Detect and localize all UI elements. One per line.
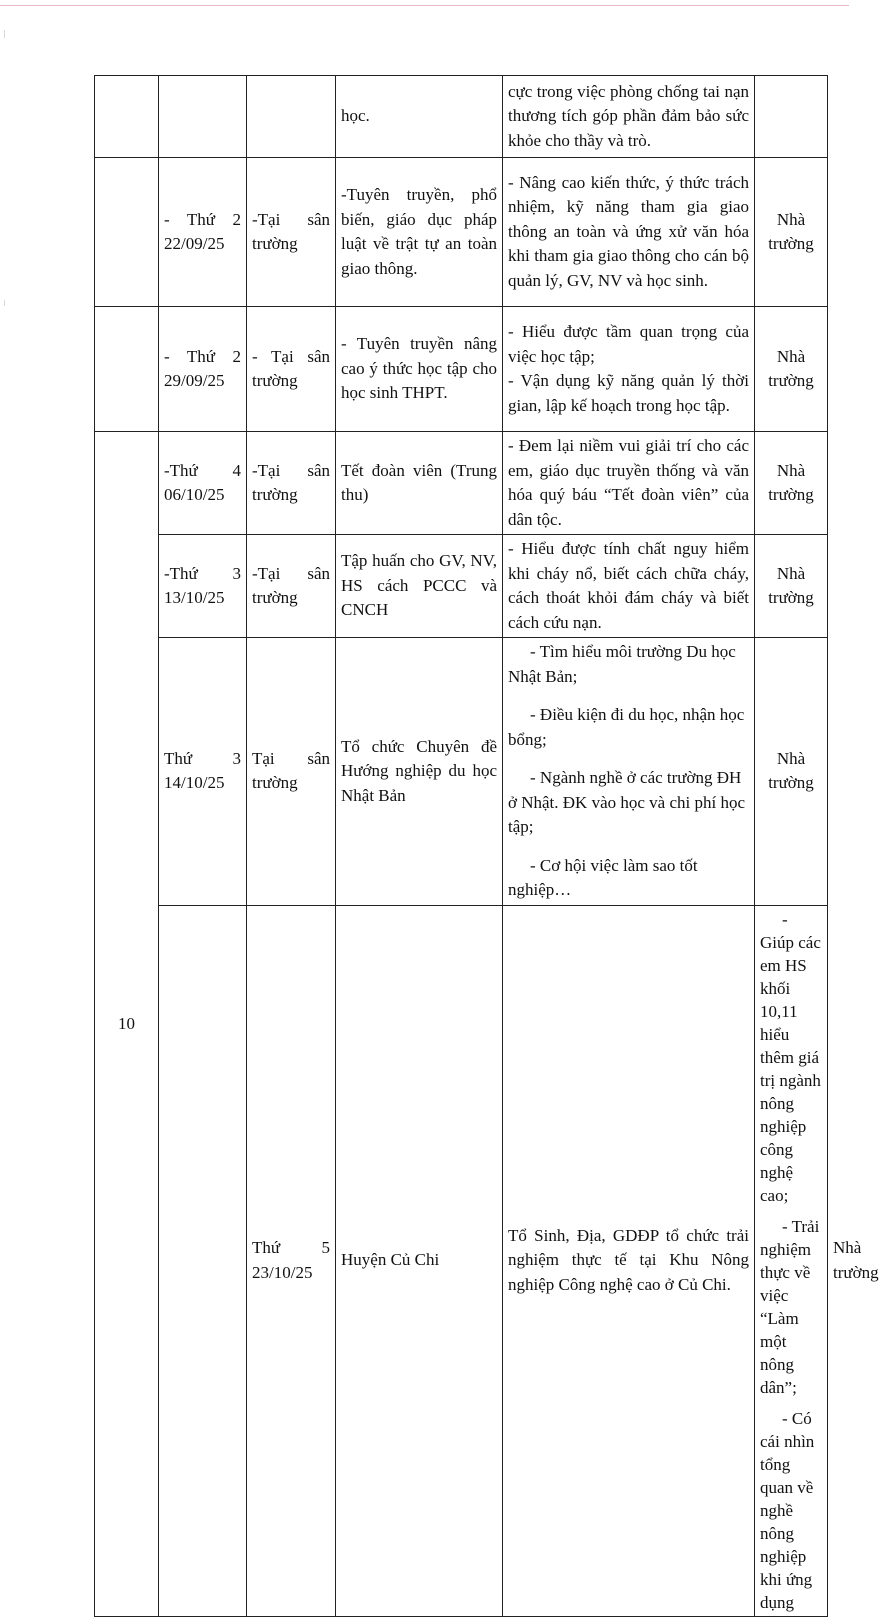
activity-cell: Tập huấn cho GV, NV, HS cách PCCC và CNCH xyxy=(336,535,503,638)
date-cell xyxy=(159,76,247,158)
unit-cell: Nhà trường xyxy=(755,432,828,535)
result-cell xyxy=(503,535,755,638)
date-cell: -Thứ 3 13/10/25 xyxy=(159,535,247,638)
result-item: - Hiểu được tầm quan trọng của việc học tập; xyxy=(508,322,749,366)
activity-cell: - Tuyên truyền nâng cao ý thức học tập cho học sinh THPT. xyxy=(336,307,503,432)
result-item: - Trải nghiệm thực về việc “Làm một nông dân”; xyxy=(760,1216,820,1397)
place-cell: -Tại sân trường xyxy=(247,535,336,638)
scan-mark xyxy=(4,300,5,306)
table-row xyxy=(95,535,828,638)
date-cell: -Thứ 4 06/10/25 xyxy=(159,432,247,535)
result-item: - Có cái nhìn tổng quan về nghề nông nghiệp khi ứng dụng xyxy=(760,1408,815,1612)
activity-cell: Tết đoàn viên (Trung thu) xyxy=(336,432,503,535)
activity-cell: Tổ Sinh, Địa, GDĐP tổ chức trải nghiệm thực tế tại Khu Nông nghiệp Công nghệ cao ở Củ Chi. xyxy=(503,905,755,1616)
date-cell: Thứ 3 14/10/25 xyxy=(159,638,247,906)
place-cell xyxy=(247,76,336,158)
result-cell xyxy=(503,158,755,307)
result-item: - Ngành nghề ở các trường ĐH ở Nhật. ĐK vào học và chi phí học tập; xyxy=(508,768,746,836)
result-cell xyxy=(503,307,755,432)
unit-cell: Nhà trường xyxy=(755,638,828,906)
unit-cell: Nhà trường xyxy=(755,307,828,432)
activity-cell: học. xyxy=(336,76,503,158)
table-row: Thứ 5 23/10/25 Huyện Củ Chi Tổ Sinh, Địa, GDĐP tổ chức trải nghiệm thực tế tại Khu Nông nghiệp Công nghệ cao ở Củ Chi. - Giúp các em HS khối 10,11 hiểu thêm giá trị ngành nông nghiệp công nghệ cao; - Trải nghiệm thực về việc “Làm một nông dân”; - Có cái nhìn tổng quan về nghề nông nghiệp khi ứng dụng Nhà trường xyxy=(95,905,828,1616)
place-cell: Huyện Củ Chi xyxy=(336,905,503,1616)
activity-plan-table xyxy=(94,75,879,1617)
date-cell: - Thứ 2 29/09/25 xyxy=(159,307,247,432)
result-item: - Cơ hội việc làm sao tốt nghiệp… xyxy=(508,855,698,899)
table-row xyxy=(95,638,828,906)
result-cell xyxy=(503,638,755,906)
month-cell: 10 xyxy=(95,432,159,1617)
table-row xyxy=(95,307,828,432)
result-item: - Hiểu được tính chất nguy hiểm khi cháy nổ, biết cách chữa cháy, cách thoát khỏi đám cháy và biết cách cứu nạn. xyxy=(508,539,749,632)
result-item: - Nâng cao kiến thức, ý thức trách nhiệm, kỹ năng tham gia giao thông an toàn và ứng xử văn hóa khi tham gia giao thông cho cán bộ quản lý, GV, NV và học sinh. xyxy=(508,172,749,290)
result-item: - Tìm hiểu môi trường Du học Nhật Bản; xyxy=(508,642,736,686)
activity-cell: Tổ chức Chuyên đề Hướng nghiệp du học Nhật Bản xyxy=(336,638,503,906)
date-cell: - Thứ 2 22/09/25 xyxy=(159,158,247,307)
date-cell: Thứ 5 23/10/25 xyxy=(247,905,336,1616)
result-item: - Điều kiện đi du học, nhận học bổng; xyxy=(508,705,745,749)
month-cell xyxy=(95,76,159,158)
result-item: - Vận dụng kỹ năng quản lý thời gian, lập kế hoạch trong học tập. xyxy=(508,371,749,415)
table-row xyxy=(95,432,828,535)
page-top-rule xyxy=(0,5,849,6)
place-cell: Tại sân trường xyxy=(247,638,336,906)
unit-cell xyxy=(755,76,828,158)
result-cell xyxy=(755,905,828,1616)
result-item: - Giúp các em HS khối 10,11 hiểu thêm giá trị ngành nông nghiệp công nghệ cao; xyxy=(760,909,821,1205)
place-cell: -Tại sân trường xyxy=(247,158,336,307)
month-cell xyxy=(159,905,247,1616)
result-item: - Đem lại niềm vui giải trí cho các em, giáo dục truyền thống và văn hóa quý báu “Tết đoàn viên” của dân tộc. xyxy=(508,436,749,529)
place-cell: - Tại sân trường xyxy=(247,307,336,432)
table-row xyxy=(95,76,828,158)
scan-mark xyxy=(4,30,5,38)
result-item: cực trong việc phòng chống tai nạn thương tích góp phần đảm bảo sức khỏe cho thầy và trò. xyxy=(508,81,749,150)
table-row xyxy=(95,158,828,307)
unit-cell: Nhà trường xyxy=(755,535,828,638)
month-cell xyxy=(95,307,159,432)
unit-cell: Nhà trường xyxy=(755,158,828,307)
result-cell xyxy=(503,432,755,535)
place-cell: -Tại sân trường xyxy=(247,432,336,535)
activity-cell: -Tuyên truyền, phổ biến, giáo dục pháp luật về trật tự an toàn giao thông. xyxy=(336,158,503,307)
result-cell xyxy=(503,76,755,158)
month-cell xyxy=(95,158,159,307)
